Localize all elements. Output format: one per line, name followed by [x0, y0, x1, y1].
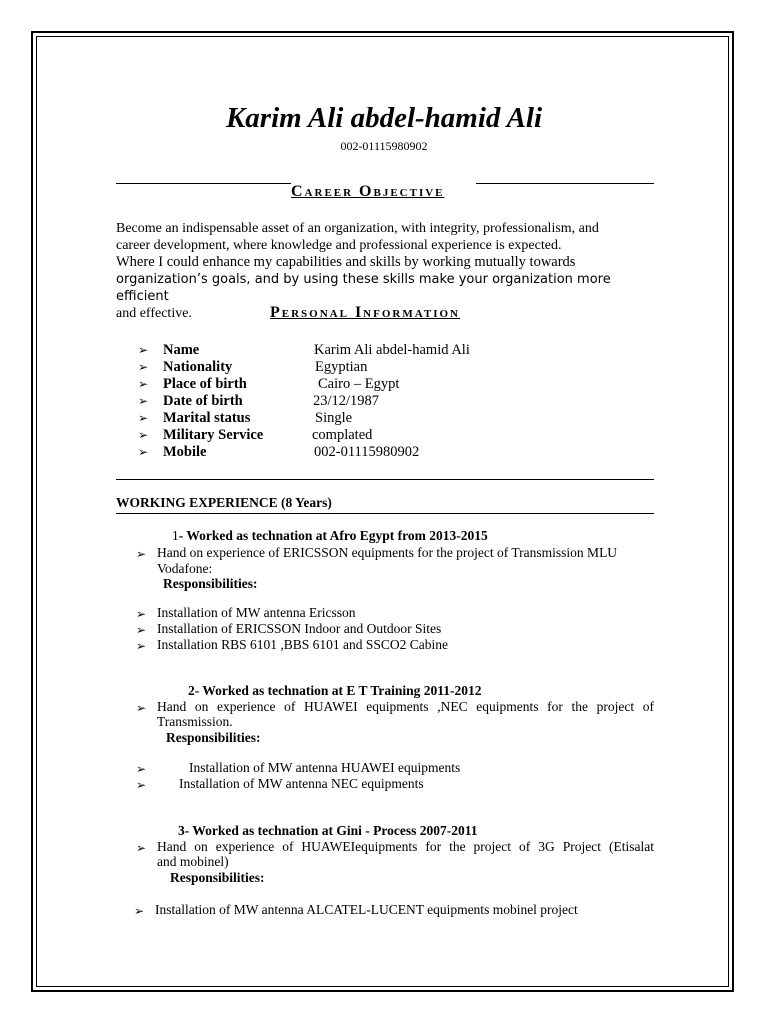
personal-info-list: [138, 342, 638, 461]
objective-line: Become an indispensable asset of an organization, with integrity, professionalism, and: [116, 221, 599, 236]
divider-full: [116, 479, 654, 480]
candidate-phone: 002-01115980902: [340, 139, 428, 153]
pi-label: Mobile: [163, 444, 207, 460]
bullet-arrow-icon: ➢: [138, 377, 149, 391]
objective-line: organization’s goals, and by using these skills make your organization more efficient: [116, 272, 611, 304]
pi-row-date-of-birth: [138, 393, 638, 410]
objective-line: Where I could enhance my capabilities and skills by working mutually towards: [116, 254, 576, 270]
pi-label: Military Service: [163, 427, 264, 443]
bullet-arrow-icon: ➢: [136, 623, 147, 637]
pi-label: Marital status: [163, 410, 251, 426]
responsibility-item: Installation of MW antenna ALCATEL-LUCENT equipments mobinel project: [155, 902, 578, 917]
job-heading: 1- Worked as technation at Afro Egypt from 2013-2015: [172, 528, 488, 543]
responsibilities-label: Responsibilities:: [163, 576, 258, 591]
bullet-arrow-icon: ➢: [136, 778, 147, 792]
bullet-arrow-icon: ➢: [136, 547, 147, 561]
pi-row-name: [138, 342, 638, 359]
job-summary: Hand on experience of ERICSSON equipments for the project of Transmission MLU: [157, 545, 618, 560]
job-summary: Transmission.: [157, 714, 233, 729]
responsibility-item: Installation of ERICSSON Indoor and Outdoor Sites: [157, 621, 442, 636]
pi-label: Name: [163, 342, 200, 358]
pi-label: Date of birth: [163, 393, 243, 409]
pi-row-marital-status: [138, 410, 638, 427]
career-objective-title: Career Objective: [291, 183, 445, 200]
objective-line: and effective.: [116, 306, 192, 321]
bullet-arrow-icon: ➢: [138, 360, 149, 374]
pi-label: Nationality: [163, 359, 233, 375]
pi-value: Egyptian: [315, 359, 368, 375]
bullet-arrow-icon: ➢: [138, 394, 149, 408]
job-heading: 2- Worked as technation at E T Training 2011-2012: [188, 683, 482, 698]
candidate-name: Karim Ali abdel-hamid Ali: [225, 102, 543, 134]
pi-row-nationality: [138, 359, 638, 376]
pi-row-place-of-birth: [138, 376, 638, 393]
objective-line: career development, where knowledge and professional experience is expected.: [116, 238, 562, 253]
job-summary: Hand on experience of HUAWEIequipments for the project of 3G Project (Etisalat: [157, 839, 654, 854]
pi-value: 002-01115980902: [314, 444, 420, 460]
divider-left: [116, 183, 291, 184]
job-summary: Vodafone:: [157, 561, 213, 576]
responsibilities-label: Responsibilities:: [166, 730, 261, 745]
job-summary: Hand on experience of HUAWEI equipments ,NEC equipments for the project of: [157, 699, 654, 714]
bullet-arrow-icon: ➢: [138, 428, 149, 442]
bullet-arrow-icon: ➢: [136, 701, 147, 715]
bullet-arrow-icon: ➢: [136, 607, 147, 621]
pi-row-military-service: [138, 427, 638, 444]
pi-value: Single: [315, 410, 353, 426]
pi-row-mobile: [138, 444, 638, 461]
bullet-arrow-icon: ➢: [138, 411, 149, 425]
bullet-arrow-icon: ➢: [138, 343, 149, 357]
bullet-arrow-icon: ➢: [136, 762, 147, 776]
pi-label: Place of birth: [163, 376, 247, 392]
bullet-arrow-icon: ➢: [136, 639, 147, 653]
divider-full: [116, 513, 654, 514]
pi-value: Cairo – Egypt: [318, 376, 400, 392]
pi-value: Karim Ali abdel-hamid Ali: [314, 342, 470, 358]
pi-value: 23/12/1987: [313, 393, 380, 409]
pi-value: complated: [312, 427, 373, 443]
responsibility-item: Installation of MW antenna NEC equipments: [179, 776, 424, 791]
bullet-arrow-icon: ➢: [138, 445, 149, 459]
responsibility-item: Installation of MW antenna HUAWEI equipments: [189, 760, 461, 775]
bullet-arrow-icon: ➢: [134, 904, 145, 918]
responsibility-item: Installation of MW antenna Ericsson: [157, 605, 356, 620]
working-experience-title: WORKING EXPERIENCE (8 Years): [116, 495, 332, 510]
job-summary: and mobinel): [157, 854, 229, 869]
job-heading: 3- Worked as technation at Gini - Process 2007-2011: [178, 823, 478, 838]
responsibilities-label: Responsibilities:: [170, 870, 265, 885]
responsibility-item: Installation RBS 6101 ,BBS 6101 and SSCO2 Cabine: [157, 637, 449, 652]
bullet-arrow-icon: ➢: [136, 841, 147, 855]
personal-information-title: Personal Information: [270, 304, 460, 321]
divider-right: [476, 183, 654, 184]
